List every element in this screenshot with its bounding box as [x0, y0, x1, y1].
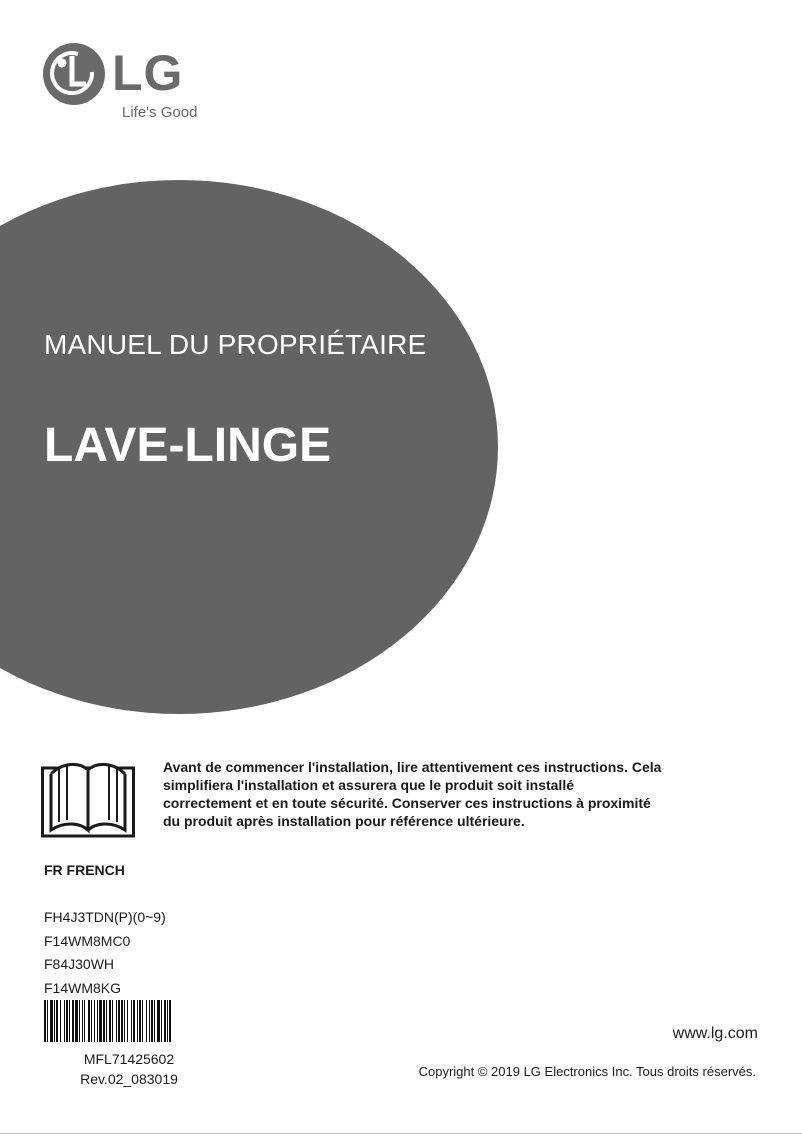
barcode-bar — [161, 1000, 162, 1042]
barcode-bar — [106, 1000, 107, 1042]
barcode-bar — [50, 1000, 53, 1042]
barcode-bar — [167, 1000, 168, 1042]
open-book-icon — [41, 752, 135, 838]
barcode-bar — [127, 1000, 128, 1042]
barcode-bar — [54, 1000, 55, 1042]
barcode-bar — [133, 1000, 135, 1042]
logo-tagline: Life's Good — [122, 104, 198, 121]
barcode-bar — [149, 1000, 150, 1042]
barcode-bar — [44, 1000, 46, 1042]
barcode-bar — [164, 1000, 166, 1042]
barcode-bar — [146, 1000, 147, 1042]
barcode-bar — [169, 1000, 171, 1042]
barcode-bar — [64, 1000, 65, 1042]
barcode-bar — [151, 1000, 153, 1042]
barcode-bar — [69, 1000, 70, 1042]
barcode-bar — [97, 1000, 98, 1042]
barcode-bar — [99, 1000, 102, 1042]
barcode-bar — [118, 1000, 120, 1042]
barcode-bar — [154, 1000, 155, 1042]
barcode-bar — [116, 1000, 117, 1042]
lg-face-icon — [42, 42, 106, 106]
installation-notice: Avant de commencer l'installation, lire attentivement ces instructions. Cela simplifiera l'installation et assurera que le produit soit installé correctement et en toute sécurité. Conserver ces instructions à proximité du produit après installation pour référence ultérieure. — [163, 759, 662, 829]
barcode-bar — [112, 1000, 113, 1042]
barcode-bar — [60, 1000, 61, 1042]
model-number: F14WM8MC0 — [44, 932, 131, 949]
barcode-bar — [157, 1000, 160, 1042]
barcode-bar — [82, 1000, 83, 1042]
barcode-bar — [79, 1000, 80, 1042]
website-url: www.lg.com — [672, 1025, 758, 1042]
model-number: FH4J3TDN(P)(0~9) — [44, 909, 166, 925]
model-list — [44, 906, 166, 1000]
barcode — [44, 1000, 212, 1042]
barcode-bar — [121, 1000, 123, 1042]
barcode-bar — [66, 1000, 68, 1042]
barcode-bar — [88, 1000, 90, 1042]
language-label: FR FRENCH — [44, 862, 125, 878]
document-id — [44, 1049, 214, 1089]
revision: Rev.02_083019 — [80, 1071, 178, 1087]
part-number: MFL71425602 — [83, 1051, 175, 1067]
barcode-bar — [56, 1000, 58, 1042]
barcode-bar — [137, 1000, 138, 1042]
model-number: F84J30WH — [44, 956, 115, 972]
barcode-bar — [91, 1000, 92, 1042]
barcode-bar — [124, 1000, 125, 1042]
manual-title: MANUEL DU PROPRIÉTAIRE — [44, 329, 427, 360]
barcode-bar — [109, 1000, 111, 1042]
lg-logo — [42, 42, 212, 124]
barcode-bar — [75, 1000, 78, 1042]
bottom-divider — [0, 1133, 802, 1134]
barcode-bar — [142, 1000, 143, 1042]
barcode-bar — [84, 1000, 85, 1042]
barcode-bar — [47, 1000, 48, 1042]
barcode-bar — [94, 1000, 95, 1042]
barcode-bar — [103, 1000, 105, 1042]
barcode-bar — [72, 1000, 74, 1042]
barcode-bar — [131, 1000, 132, 1042]
barcode-bar — [139, 1000, 141, 1042]
logo-wordmark: LG — [112, 45, 184, 101]
model-number: F14WM8KG — [44, 979, 122, 996]
copyright-notice: Copyright © 2019 LG Electronics Inc. Tous droits réservés. — [418, 1064, 756, 1079]
product-title: LAVE-LINGE — [44, 419, 332, 472]
